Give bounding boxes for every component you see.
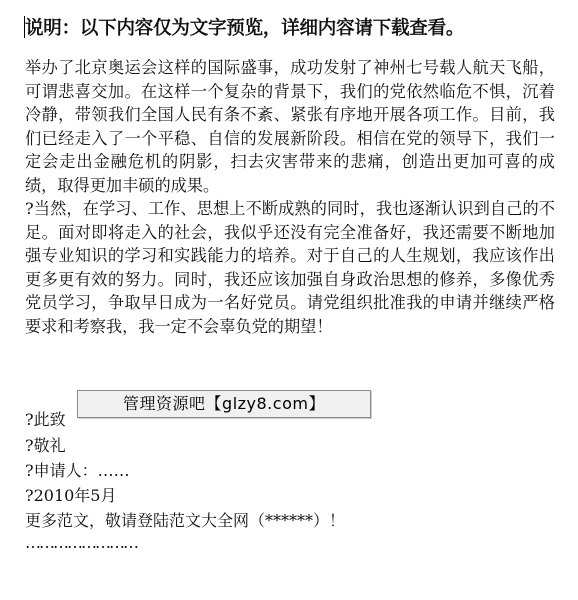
watermark-banner: 管理资源吧【glzy8.com】 (77, 390, 371, 418)
closing-salutation: ?此致 (25, 410, 66, 429)
applicant-line: ?申请人：…… (25, 461, 130, 480)
dotted-separator: …………………… (25, 533, 137, 552)
closing-regards: ?敬礼 (25, 436, 66, 455)
date-line: ?2010年5月 (25, 486, 117, 505)
paragraph: ?当然，在学习、工作、思想上不断成熟的同时，我也逐渐认识到自己的不足。面对即将走入的社会，我似乎还没有完全准备好，我还需要不断地加强专业知识的学习和实践能力的培养。对于自己的人生规划，我应该作出更多更有效的努力。同时，我还应该加强自身政治思想的修养，多像优秀党员学习，争取早日成为一名好党员。请党组织批准我的申请并继续严格要求和考察我，我一定不会辜负党的期望！ (25, 199, 555, 336)
more-templates-line: 更多范文，敬请登陆范文大全网（******）！ (25, 511, 346, 530)
preview-notice: 说明：以下内容仅为文字预览，详细内容请下载查看。 (25, 18, 465, 39)
paragraph: 举办了北京奥运会这样的国际盛事，成功发射了神州七号载人航天飞船，可谓悲喜交加。在这样一个复杂的背景下，我们的党依然临危不惧，沉着冷静，带领我们全国人民有条不紊、紧张有序地开展各项工作。目前，我们已经走入了一个平稳、自信的发展新阶段。相信在党的领导下，我们一定会走出金融危机的阴影，扫去灾害带来的悲痛，创造出更加可喜的成绩，取得更加丰硕的成果。 (25, 58, 555, 195)
document-body (25, 56, 555, 338)
